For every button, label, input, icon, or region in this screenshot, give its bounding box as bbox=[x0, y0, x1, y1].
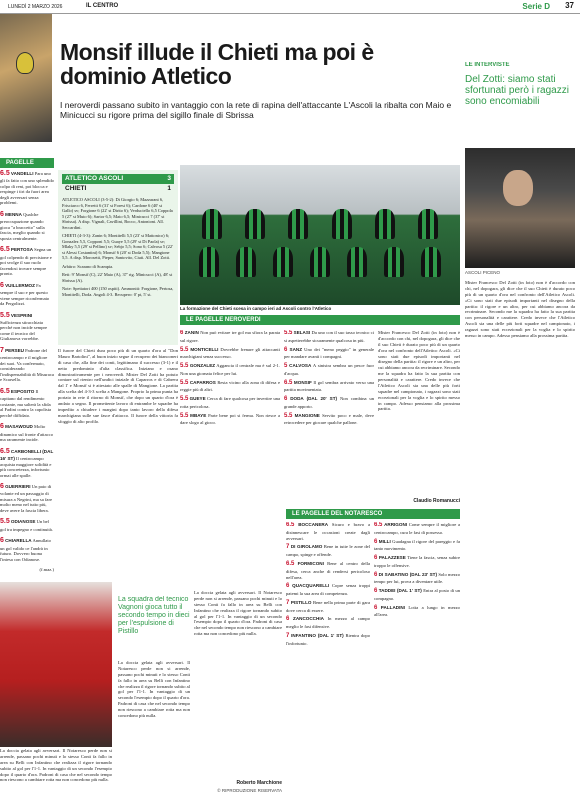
rating-item: 7 INFANTINO (DAL 1' ST) Rientra dopo l'infortunio. bbox=[286, 633, 370, 646]
side-story-headline: La squadra del tecnico Vagnoni gioca tutto il secondo tempo in dieci per l'espulsione di Pistillo bbox=[118, 596, 190, 636]
rating-item: 5.5 MANGIONE Servito poco e male, deve retrocedere per giocare qualche pallone. bbox=[284, 412, 374, 426]
grade-item: 6 MASAWOUD Molto dinamico sul fronte d'attacco ma raramente incide. bbox=[0, 423, 53, 443]
grade-item: 6.5 PERTOSA Segna un gol colpendo di precisione e poi svolge il suo ruolo facendosi trovare sempre pronto. bbox=[0, 246, 52, 277]
section-name: Serie D bbox=[522, 2, 550, 11]
interview-kicker: LE INTERVISTE bbox=[465, 62, 510, 68]
rating-item: 7 DI GIROLAMO Bene in tutte le zone del campo, spinge e offende. bbox=[286, 544, 370, 558]
issue-date: LUNEDÌ 2 MARZO 2026 bbox=[8, 4, 63, 10]
article-body-cont: Mister Francesco Del Zotti (in foto) non è d'accordo con chi, nel dopogara, gli dice che il suo Chieti è durato poco più di un quarto d'ora nel confronto dell'Atletico Ascoli. «Ci sono stati due episodi importanti nel disegno della partita: il rigore e un altro, per cui abbiamo ancora da recriminare. Secondo me la squadra ha fatto la sua partita con personalità e carattere. Credo invece che l'Atletico Ascoli sia una delle più forti squadre nel campionato, i ragazzi sono stati eccezionali per la voglia e lo spirito messo in campo. Adesso pensiamo alla prossima partita. bbox=[378, 330, 460, 412]
grade-item: 6.5 CARBONELLI (DAL 16' ST) Il centrocampo acquista maggiore solidità e più concretezza, infortunio ormai alle spalle. bbox=[0, 447, 54, 478]
lineup-away: CHIETI (4-3-3): Zanin 6; Montitelli 5,5 (23' st Mattonico) 6; Gonzalez 5,5, Copponi 5,5; Guaye 5,5 (29' st Di Paola) sv; Mlaky 5,5 (29' st Pellino) sv; Sebjo 5,5; Sono 6; Calvosa 5 (22' st Alessi Costantini) 6; Monsif 6 (20' st Doda 5,5); Mangione 5,5. A disp. Morosetti, Pieper, Santovito, Ciuti. All. Del Zotti. bbox=[62, 233, 173, 261]
side-story-author: Roberto Marchione bbox=[236, 780, 282, 786]
grade-item: 6 CHIARELLA Annullato un gol valido ce l'andrà in futuro. Dovvero buona l'intesa con Odianose. bbox=[0, 537, 51, 562]
rating-item: 6 PALLADINI Lotta a lungo in mezzo all'area. bbox=[374, 604, 460, 618]
rating-item: 6.5 BOCCANERA Sicuro e bravo a disinnescare le occasioni create dagli avversari. bbox=[286, 522, 370, 541]
rating-item: 6 TADDEI (DAL 1' ST) Entra al posto di un compagno. bbox=[374, 588, 460, 601]
coach-face bbox=[503, 170, 533, 206]
interview-header bbox=[465, 62, 575, 152]
grade-item: 6 MENNA Qualche preoccupazione quando gioca "a braccetto" sulla fascia, meglio quando si sposta centralmente. bbox=[0, 210, 45, 241]
rating-item: 6 ZANIN Non può evitare tre gol ma sfiora la parata sul rigore. bbox=[180, 330, 280, 343]
grade-item: 5.5 ODIANOSE Un bel gol tra impegno e continuità. bbox=[0, 518, 53, 532]
side-story-body: La doccia gelata agli avversari. Il Notaresco perde non si arrende, passano pochi minuti e lo stesso Conti fa fallo in area su Belli con Infantino che realizza il rigore tornando subito al gol per l'1-1. In vantaggio di un secondo l'esempio dopo il quarto d'ora. Padroni di casa che nel secondo tempo non riescono a cambiare rotta ma non concedono più nulla. bbox=[118, 660, 190, 718]
grade-item: 6.5 ESPOSITO Il capitano dal rendimento costante, ma salterà la sfida al Fadini contro la capolista perché diffidato. bbox=[0, 387, 52, 418]
interview-title: Del Zotti: siamo stati sfortunati però i ragazzi sono encomiabili bbox=[465, 73, 569, 107]
side-story-body-cont: La doccia gelata agli avversari. Il Notaresco perde non si arrende, passano pochi minuti e lo stesso Conti fa fallo in area su Belli con Infantino che realizza il rigore tornando subito al gol per l'1-1. In vantaggio di un secondo l'esempio dopo il quarto d'ora. Padroni di casa che nel secondo tempo non riescono a cambiare rotta ma non concedono più nulla. bbox=[194, 590, 282, 637]
rating-item: 6.5 FORMICONI Bene al centro della difesa, cerca anche di rendersi pericoloso nell'area. bbox=[286, 560, 370, 580]
neroverdi-col2 bbox=[284, 330, 374, 505]
newspaper-name: IL CENTRO bbox=[86, 3, 119, 9]
rating-item: 6 SANZ Uno dei "meno peggio" in generale per mandare avanti i compagni. bbox=[284, 346, 374, 360]
grade-item: 6 GUERRIERI Un paio di volante ed un passaggio di misura a Negrini, ma sa fare molto meno nel tutto più, deve avere la fascia libera. bbox=[0, 483, 53, 513]
coach-photo bbox=[465, 148, 575, 268]
grade-item: 6.5 VANDELLI Para uno gli fa fatto con uno splendido colpo di reni, poi blocca e respinge i tiri da fuori area degli avversari senza problemi. bbox=[0, 170, 54, 206]
interview-photo-credit: ASCOLI PICENO bbox=[465, 270, 501, 275]
rating-item: 6.5 MONSIF Il gol sembra arrivato verso una partita movimentata. bbox=[284, 379, 374, 393]
rating-item: 5.5 GONZALEZ Aggancia il centrale ma è sul 2-1. Non una giornata felice per lui. bbox=[180, 363, 280, 376]
team1-row: ATLETICO ASCOLI 3 bbox=[62, 174, 174, 184]
rating-item: 6 DODA (DAL 20' ST) Non combina un grande apporto. bbox=[284, 396, 374, 409]
grade-item: 5.5 VESPRINI Sufficienza stiracchiata perché non incide sempre come il tecnico del Giulianova vorrebbe. bbox=[0, 311, 48, 342]
lineup-home: ATLETICO ASCOLI (3-5-2): Di Giorgio 6; Mazzarani 6, Frisciarco 6, Ferretti 6 (31' st Foresi 6); Cardone 6 (40' st Gallo) sv; Forgione 6 (22' st Dirito 6); Verduciello 6,5 Coppola 5 (27' st Muto 6); Sartor 6,5; Maio 6,5; Minicucci 7 (37' st Sbrissa). A disp. Vignali, Cavillini, Bocco, Antonioni. All. Seccardini. bbox=[62, 197, 173, 230]
side-story-body-lead: La doccia gelata agli avversari. Il Notaresco perde non si arrende, passano pochi minuti e lo stesso Conti fa fallo in area su Belli con Infantino che realizza il rigore tornando subito al gol per l'1-1. In vantaggio di un secondo l'esempio dopo il quarto d'ora. Padroni di casa che nel secondo tempo non riescono a cambiare rotta ma non concedono più nulla. bbox=[0, 748, 112, 783]
rating-item: 6 MILLI Guadagna il rigore del pareggio e fa tanto movimento. bbox=[374, 538, 460, 552]
rating-item: 5.5 GUEYE Cerca di fare qualcosa per invertire una rotta pericolosa. bbox=[180, 396, 280, 409]
neroverdi-label: LE PAGELLE NEROVERDI bbox=[180, 315, 460, 325]
team2-row: CHIETI 1 bbox=[65, 185, 171, 193]
rating-item: 6 DI SABATINO (DAL 23' ST) Solo mezzo tempo per lui, prova a diventare utile. bbox=[374, 571, 460, 585]
notes: Note: Spettatori 400 (150 ospiti). Ammoniti: Forgione, Pertosa, Montitelli, Doda. Angoli 4-3. Recupero: 0' pt, 5' st. bbox=[62, 286, 174, 297]
grade-item: 6 VUILLERMOZ Fa sempre il suo e per questo viene sempre riconfermato da Pergolizzi. bbox=[0, 281, 50, 307]
rating-item: 5.5 SELASI Da uno con il suo tasso tecnico ci si aspetterebbe sicuramente qualcosa in più. bbox=[284, 330, 374, 343]
rating-item: 5 CALVOSA A sinistra sembra un pesce fuor d'acqua. bbox=[284, 363, 374, 376]
pagelle-label: PAGELLE bbox=[0, 158, 54, 168]
rating-item: 6 PALAZZESE Tiene la fascia, senza subire troppo le offensive. bbox=[374, 555, 460, 568]
rating-item: 6.5 ARRIGONI Come sempre il migliore a centrocampo, cura le fasi di possesso. bbox=[374, 522, 460, 535]
pagelle-author: (f.maz.) bbox=[39, 567, 54, 573]
photo-caption: La formazione del Chieti scesa in campo ieri ad Ascoli contro l'Atletico bbox=[180, 306, 332, 311]
rating-item: 5.5 CAPARROS Resta vicino alla zona di difesa e reggie più di altri. bbox=[180, 379, 280, 393]
copyright: © RIPRODUZIONE RISERVATA bbox=[217, 788, 282, 793]
headline: Monsif illude il Chieti ma poi è dominio Atletico bbox=[60, 40, 374, 89]
team-photo bbox=[180, 165, 460, 305]
rating-item: 6 ZANCOCCHIA In mezzo al campo meglio le fasi difensive. bbox=[286, 616, 370, 630]
neroverdi-col1 bbox=[180, 330, 280, 505]
notaresco-label: LE PAGELLE DEL NOTARESCO bbox=[286, 509, 460, 519]
notaresco-col2 bbox=[374, 522, 460, 792]
interview-body: Mister Francesco Del Zotti (in foto) non è d'accordo con chi, nel dopogara, gli dice che il suo Chieti è durato poco più di un quarto d'ora nel confronto dell'Atletico Ascoli. «Ci sono stati due episodi importanti nel disegno della partita: il rigore e un altro, per cui abbiamo ancora da recriminare. Secondo me la squadra ha fatto la sua partita con personalità e carattere. Credo invece che l'Atletico Ascoli sia una delle più forti squadre nel campionato, i ragazzi sono stati eccezionali per la voglia e lo spirito messo in campo. Adesso pensiamo alla prossima partita. bbox=[465, 280, 575, 338]
pagelle-list bbox=[0, 170, 54, 578]
page-number: 37 bbox=[565, 1, 574, 10]
notaresco-author: Claudio Romanucci bbox=[413, 498, 460, 504]
goals: Reti: 9' Monsif (C), 22' Maio (A), 37' rig. Minicucci (A), 48' st Sbrissa (A). bbox=[62, 272, 173, 283]
rating-item: 5.5 MONTICELLI Dovrebbe frenare gli attaccanti marchigiani senza successo. bbox=[180, 346, 280, 360]
club-crest-icon bbox=[16, 52, 34, 74]
article-body: Il furore del Chieti dura poco più di un quarto d'ora al "Don Mauro Bartolini", al buon inizio segue il recupero dei bianconeri di casa che, alla fine dei conti, legittimano il successo (3-1) e il netto predominio d'alta classifica. Iniziano e osano dimostrativamente per i neroverdi. Mister Del Zotti ha potuto contare sul rientro nell'undici iniziale di Caparros e di Cabrera dal 1' e Monsif si è attestato alle spalle di Mangione. La partita alla scelta del 4-3-3 scelta a Mangone. Proprio la prima punta ha portato in rete il ritorno di Monsif, che dopo un quarto d'ora è andato a segno. Il promettente lavoro di entrambe le squadre ha impedito a chiudere i margini dopo tanto lavoro della difesa marchigiana sulle sue fasce d'attacco. Il furore della vittoria fa sfoggio di alto profilo. bbox=[58, 348, 178, 424]
grade-item: 7 PERSEU Padrone del centrocampo e il migliore dei suoi. Va confermato, considerando l'indispensabilità di Misuraca e Scarsella. bbox=[0, 346, 54, 383]
subheadline: I neroverdi passano subito in vantaggio con la rete di rapina dell'attaccante L'Ascoli la ribalta con Maio e Minicucci su rigore prima del sigillo finale di Sbrissa bbox=[60, 100, 452, 121]
referee: Arbitro: Scarano di Scampia. bbox=[62, 263, 114, 269]
notaresco-col1 bbox=[286, 522, 370, 792]
match-box bbox=[58, 170, 178, 345]
rating-item: 7 PISTILLO Bene nella prima parte di gara dove cerca di essere. bbox=[286, 599, 370, 613]
match-action-photo bbox=[0, 582, 112, 747]
rating-item: 5.5 MBAYE Parte bene poi si ferma. Non riesce a dare slogo al gioco. bbox=[180, 412, 280, 426]
stadium-photo bbox=[0, 14, 52, 142]
page-header bbox=[0, 0, 580, 14]
rating-item: 6 QUACQUARELLI Copre senza troppi patemi la sua area di competenza. bbox=[286, 583, 370, 597]
